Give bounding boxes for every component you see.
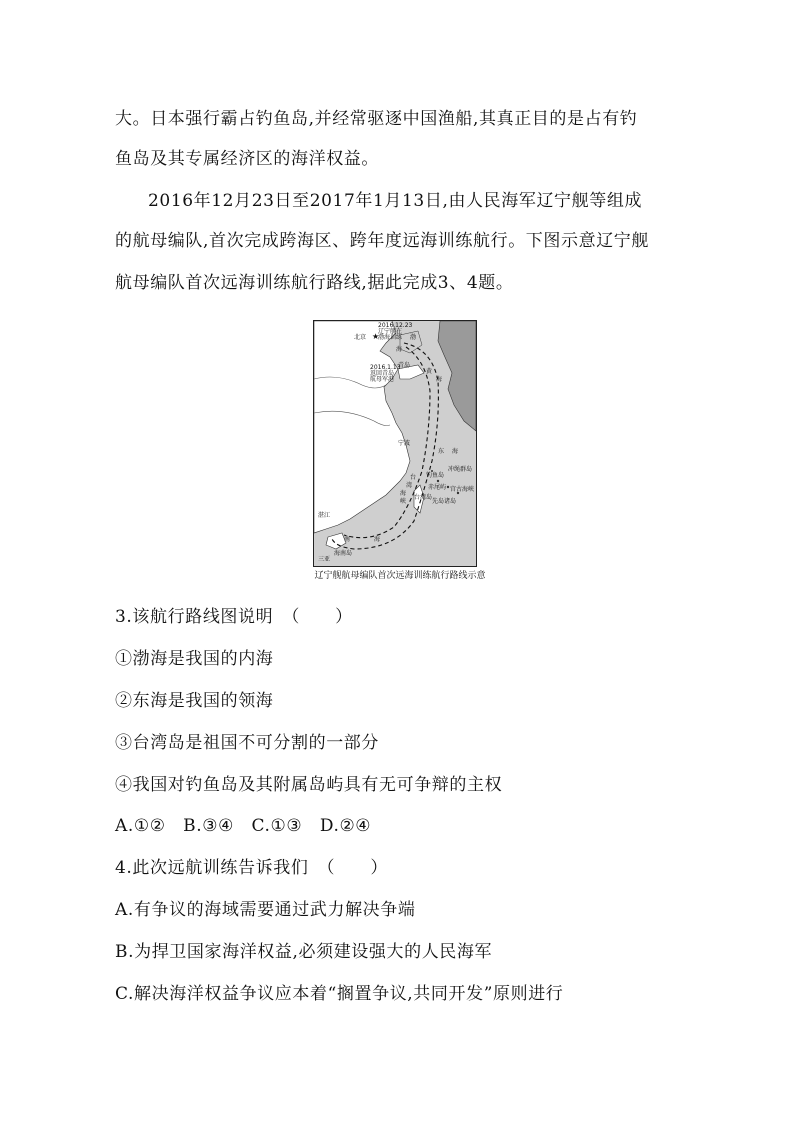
- label-xianjiao: 先岛诸岛: [432, 498, 457, 505]
- label-hai-huang: 海: [436, 376, 443, 383]
- label-bo: 渤: [410, 334, 417, 341]
- intro-line-2: 鱼岛及其专属经济区的海洋权益。: [115, 149, 379, 169]
- label-taiwan: 台湾岛: [414, 494, 433, 501]
- label-event1b: 渤海训练: [378, 334, 403, 341]
- label-wan: 湾: [406, 482, 413, 489]
- label-ningbo: 宁波: [398, 440, 411, 447]
- label-hai-bo: 海: [396, 346, 403, 353]
- question4-option-c: C.解决海洋权益争议应本着“搁置争议,共同开发”原则进行: [115, 984, 564, 1004]
- figure-caption: 辽宁舰航母编队首次远海训练航行路线示意: [314, 571, 486, 581]
- question4-option-b: B.为捍卫国家海洋权益,必须建设强大的人民海军: [115, 942, 493, 962]
- route-map-figure: [313, 320, 477, 567]
- question3-option-3: ③台湾岛是祖国不可分割的一部分: [115, 733, 379, 753]
- label-qingdao: 青岛: [398, 362, 411, 369]
- question3-choices: A.①② B.③④ C.①③ D.②④: [115, 816, 372, 836]
- beijing-star-icon: ★: [372, 332, 380, 341]
- label-hai-tai: 海: [400, 490, 407, 497]
- label-hai-nan: 海: [374, 536, 381, 543]
- label-sanya: 三亚: [318, 556, 331, 563]
- label-chiwei: 赤尾屿: [428, 484, 447, 491]
- label-event2b: 航母军港: [370, 376, 395, 383]
- label-diaoyudao: 钓鱼岛: [426, 472, 445, 479]
- label-zhongchong: 冲绳群岛: [448, 466, 473, 473]
- label-xia: 峡: [400, 498, 407, 505]
- question3-option-2: ②东海是我国的领海: [115, 691, 274, 711]
- route-map: [314, 321, 476, 566]
- question4-option-a: A.有争议的海域需要通过武力解决争端: [115, 900, 416, 920]
- label-date2: 2016.1.13: [370, 364, 401, 371]
- question3-option-4: ④我国对钓鱼岛及其附属岛屿具有无可争辩的主权: [115, 775, 503, 795]
- question4-stem: 4.此次远航训练告诉我们 （ ）: [115, 858, 388, 878]
- paragraph-line-1: 2016年12月23日至2017年1月13日,由人民海军辽宁舰等组成: [148, 191, 643, 211]
- label-gonggu: 宫古海峡: [450, 486, 475, 493]
- question3-stem: 3.该航行路线图说明 （ ）: [115, 607, 353, 627]
- paragraph-line-2: 的航母编队,首次完成跨海区、跨年度远海训练航行。下图示意辽宁舰: [115, 231, 650, 251]
- label-event2a: 返回青岛: [370, 370, 395, 377]
- label-dong: 东: [438, 448, 445, 455]
- label-date1: 2016.12.23: [378, 322, 413, 329]
- label-hainan: 海南岛: [334, 550, 353, 557]
- intro-line-1: 大。日本强行霸占钓鱼岛,并经常驱逐中国渔船,其真正目的是占有钓: [115, 109, 638, 129]
- paragraph-line-3: 航母编队首次远海训练航行路线,据此完成3、4题。: [115, 273, 514, 293]
- label-hai-dong: 海: [452, 448, 459, 455]
- label-zhanjiang: 湛江: [318, 512, 331, 519]
- label-beijing: 北京: [354, 334, 367, 341]
- label-huang: 黄: [426, 368, 433, 375]
- label-nan: 南: [344, 536, 351, 543]
- question3-option-1: ①渤海是我国的内海: [115, 649, 274, 669]
- label-tai: 台: [410, 474, 417, 481]
- label-event1a: 辽宁舰在: [378, 328, 403, 335]
